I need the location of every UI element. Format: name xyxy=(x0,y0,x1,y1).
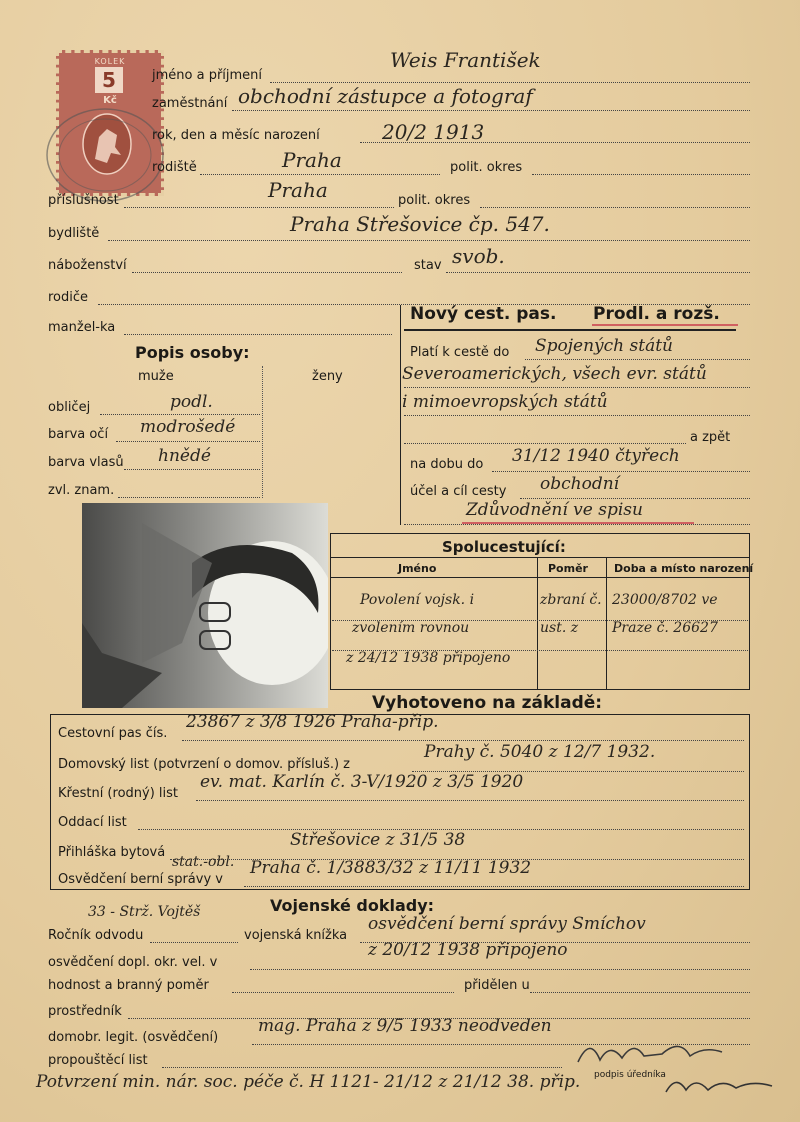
military-book-value: osvědčení berní správy Smíchov xyxy=(368,914,646,934)
military-book-label: vojenská knížka xyxy=(244,928,348,943)
companion-row3-name: z 24/12 1938 připojeno xyxy=(346,650,511,666)
companions-col-name: Jméno xyxy=(398,562,437,575)
passport-valid-line2: Severoamerických, všech evr. států xyxy=(402,364,707,384)
birth-date-value: 20/2 1913 xyxy=(382,120,485,144)
religion-label: náboženství xyxy=(48,258,127,273)
basis-tax-label: Osvědčení berní správy v xyxy=(58,872,223,887)
military-legit-value: mag. Praha z 9/5 1933 neodveden xyxy=(258,1016,552,1036)
footer-note: Potvrzení min. nár. soc. péče č. H 1121- 21/12 z 21/12 38. přip. xyxy=(36,1072,581,1092)
military-year-label: Ročník odvodu xyxy=(48,928,144,943)
military-legit-label: domobr. legit. (osvědčení) xyxy=(48,1030,219,1045)
passport-extension-title: Prodl. a rozš. xyxy=(593,304,720,324)
domicile-label: příslušnost xyxy=(48,193,119,208)
basis-housing-label: Přihláška bytová xyxy=(58,845,166,860)
passport-purpose-label: účel a cíl cesty xyxy=(410,484,507,499)
military-assigned-label: přidělen u xyxy=(464,978,530,993)
basis-domicile-label: Domovský list (potvrzení o domov. přísluš.) z xyxy=(58,757,351,772)
basis-tax-note: stat.-obl. xyxy=(172,854,235,870)
name-value: Weis František xyxy=(390,48,541,72)
passport-return-label: a zpět xyxy=(690,430,731,445)
companions-col-birth: Doba a místo narození xyxy=(614,562,754,575)
passport-duration-label: na dobu do xyxy=(410,457,484,472)
passport-valid-line3: i mimoevropských států xyxy=(402,392,608,412)
companions-title: Spolucestující: xyxy=(442,538,566,556)
military-discharge-label: propouštěcí list xyxy=(48,1053,148,1068)
occupation-value: obchodní zástupce a fotograf xyxy=(238,84,533,108)
stamp-top-text: KOLEK xyxy=(94,57,126,66)
military-year-value: 33 - Strž. Vojtěš xyxy=(88,904,201,920)
basis-domicile-value: Prahy č. 5040 z 12/7 1932. xyxy=(424,742,656,762)
description-hair-label: barva vlasů xyxy=(48,455,124,470)
occupation-label: zaměstnání xyxy=(152,96,228,111)
passport-valid-line1: Spojených států xyxy=(535,336,673,356)
passport-duration-value: 31/12 1940 čtyřech xyxy=(512,446,680,466)
domicile-value: Praha xyxy=(268,178,328,202)
military-title: Vojenské doklady: xyxy=(270,896,435,915)
birthplace-label: rodiště xyxy=(152,160,197,175)
basis-marriage-label: Oddací list xyxy=(58,815,127,830)
description-col-male: muže xyxy=(138,369,174,384)
birth-date-label: rok, den a měsíc narození xyxy=(152,128,320,143)
footer-signature xyxy=(660,1068,780,1102)
companion-row2-name: zvolením rovnou xyxy=(352,620,470,636)
description-marks-label: zvl. znam. xyxy=(48,483,115,498)
marital-status-label: stav xyxy=(414,258,442,273)
description-col-female: ženy xyxy=(312,369,343,384)
military-cert-label: osvědčení dopl. okr. vel. v xyxy=(48,955,218,970)
domicile-district-label: polit. okres xyxy=(398,193,471,208)
birthplace-district-label: polit. okres xyxy=(450,160,523,175)
companion-row1-birth: 23000/8702 ve xyxy=(612,592,718,608)
residence-value: Praha Střešovice čp. 547. xyxy=(290,212,550,236)
description-face-value: podl. xyxy=(170,392,213,412)
basis-housing-value: Střešovice z 31/5 38 xyxy=(290,830,466,850)
description-hair-value: hnědé xyxy=(158,446,211,466)
companion-row1-name: Povolení vojsk. i xyxy=(360,592,475,608)
basis-birth-cert-label: Křestní (rodný) list xyxy=(58,786,179,801)
companion-row1-relation: zbraní č. xyxy=(540,592,602,608)
companion-row2-relation: ust. z xyxy=(540,620,579,636)
description-face-label: obličej xyxy=(48,400,91,415)
description-eyes-value: modrošedé xyxy=(140,417,236,437)
basis-passport-label: Cestovní pas čís. xyxy=(58,726,168,741)
basis-passport-value: 23867 z 3/8 1926 Praha-přip. xyxy=(186,712,439,732)
birthplace-value: Praha xyxy=(282,148,342,172)
companions-col-relation: Poměr xyxy=(548,562,588,575)
passport-purpose-value2: Zdůvodnění ve spisu xyxy=(466,500,643,520)
passport-valid-label: Platí k cestě do xyxy=(410,345,510,360)
name-label: jméno a příjmení xyxy=(152,68,263,83)
spouse-label: manžel-ka xyxy=(48,320,116,335)
military-cert-value: z 20/12 1938 připojeno xyxy=(368,940,568,960)
passport-purpose-value: obchodní xyxy=(540,474,620,494)
marital-status-value: svob. xyxy=(452,244,505,268)
residence-label: bydliště xyxy=(48,226,100,241)
passport-new-title: Nový cest. pas. xyxy=(410,304,557,324)
description-eyes-label: barva očí xyxy=(48,427,109,442)
stamp-currency: Kč xyxy=(103,95,117,106)
stamp-value: 5 xyxy=(95,67,123,93)
signature-label: podpis úředníka xyxy=(594,1070,666,1080)
official-signature xyxy=(570,1032,730,1072)
description-title: Popis osoby: xyxy=(135,343,250,362)
parents-label: rodiče xyxy=(48,290,89,305)
military-mediator-label: prostředník xyxy=(48,1004,122,1019)
companion-row2-birth: Praze č. 26627 xyxy=(612,620,718,636)
basis-tax-value: Praha č. 1/3883/32 z 11/11 1932 xyxy=(250,858,532,878)
basis-birth-cert-value: ev. mat. Karlín č. 3-V/1920 z 3/5 1920 xyxy=(200,772,524,792)
basis-title: Vyhotoveno na základě: xyxy=(372,693,603,713)
portrait-image xyxy=(82,503,328,708)
applicant-photo xyxy=(82,503,328,708)
military-rank-label: hodnost a branný poměr xyxy=(48,978,209,993)
